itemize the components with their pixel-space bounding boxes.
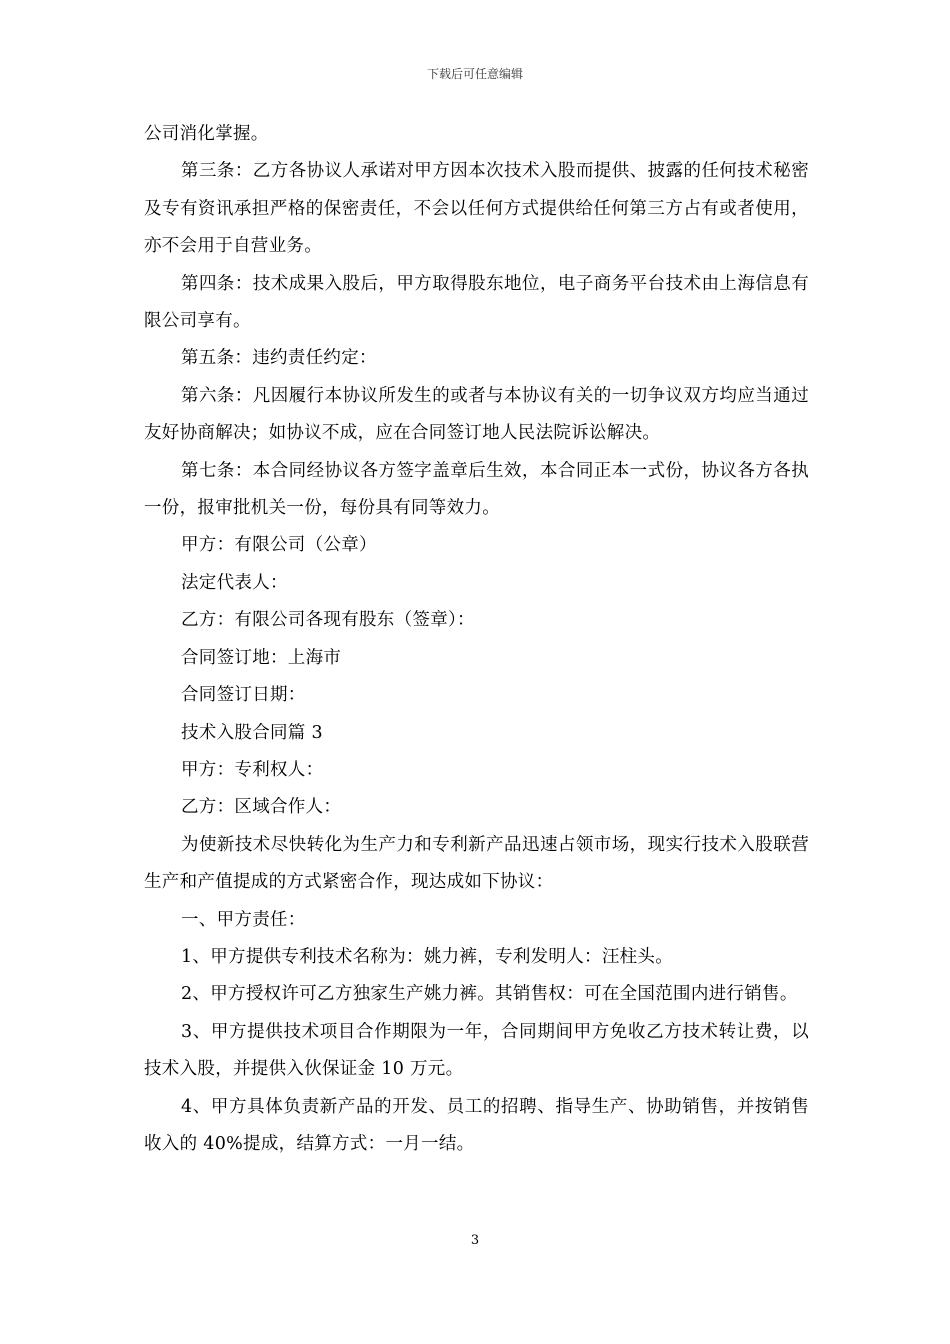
page-number: 3 [470,1233,480,1248]
paragraph-article-7: 第七条：本合同经协议各方签字盖章后生效，本合同正本一式份，协议各方各执一份，报审批机关一份，每份具有同等效力。 [144,460,809,519]
clause-3: 3、甲方提供技术项目合作期限为一年，合同期间甲方免收乙方技术转让费，以技术入股，并提供入伙保证金 10 万元。 [144,1021,809,1080]
page-header: 下载后可任意编辑 [426,67,523,81]
section-title: 技术入股合同篇 3 [181,722,323,743]
paragraph-article-3: 第三条：乙方各协议人承诺对甲方因本次技术入股而提供、披露的任何技术秘密及专有资讯承担严格的保密责任，不会以任何方式提供给任何第三方占有或者使用，亦不会用于自营业务。 [144,161,809,257]
preamble-paragraph: 为使新技术尽快转化为生产力和专利新产品迅速占领市场，现实行技术入股联营生产和产值提成的方式紧密合作，现达成如下协议： [144,834,809,893]
clause-4: 4、甲方具体负责新产品的开发、员工的招聘、指导生产、协助销售，并按销售收入的 40%提成，结算方式：一月一结。 [144,1096,809,1154]
paragraph-article-6: 第六条：凡因履行本协议所发生的或者与本协议有关的一切争议双方均应当通过友好协商解决；如协议不成，应在合同签订地人民法院诉讼解决。 [144,385,809,444]
paragraph: 公司消化掌握。 [144,124,269,144]
section-heading: 一、甲方责任： [181,909,306,930]
signing-date-line: 合同签订日期： [181,685,306,706]
signing-place-line: 合同签订地：上海市 [181,647,342,668]
party-b-line: 乙方：有限公司各现有股东（签章）： [181,610,475,631]
document-body [144,116,809,1163]
legal-representative-line: 法定代表人： [181,572,288,593]
clause-1: 1、甲方提供专利技术名称为：姚力裤，专利发明人：汪柱头。 [181,946,674,967]
clause-2: 2、甲方授权许可乙方独家生产姚力裤。其销售权：可在全国范围内进行销售。 [181,984,798,1005]
party-a-patentee-line: 甲方：专利权人： [181,759,324,780]
paragraph-article-5: 第五条：违约责任约定： [181,348,377,369]
party-a-line: 甲方：有限公司（公章） [181,535,377,556]
party-b-partner-line: 乙方：区域合作人： [181,797,342,818]
paragraph-article-4: 第四条：技术成果入股后，甲方取得股东地位，电子商务平台技术由上海信息有限公司享有。 [144,273,809,332]
